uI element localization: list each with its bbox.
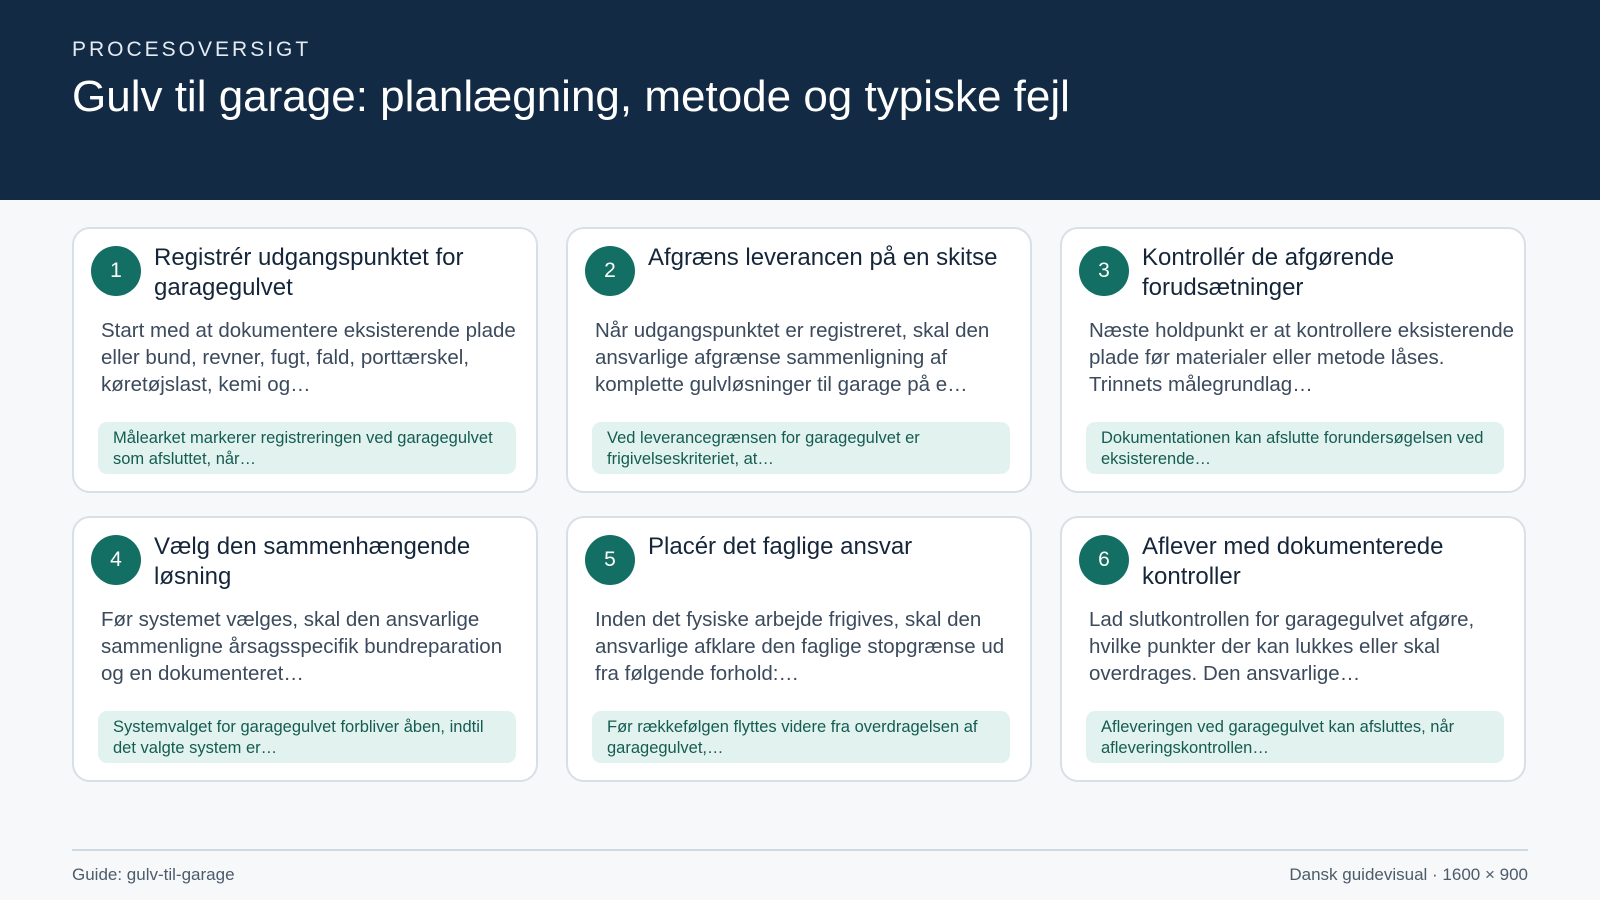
step-card-5 <box>566 516 1032 782</box>
step-note: Før rækkefølgen flyttes videre fra overdragelsen af garagegulvet,… <box>592 711 1010 763</box>
step-number-badge: 2 <box>585 246 635 296</box>
step-description: Lad slutkontrollen for garagegulvet afgøre, hvilke punkter der kan lukkes eller skal overdrages. Den ansvarlige… <box>1089 608 1475 685</box>
step-description: Inden det fysiske arbejde frigives, skal den ansvarlige afklare den faglige stopgrænse ud fra følgende forhold:… <box>595 608 1005 685</box>
step-grid <box>72 227 1526 782</box>
step-note: Systemvalget for garagegulvet forbliver åben, indtil det valgte system er… <box>98 711 516 763</box>
footer-divider <box>72 849 1528 851</box>
step-card-1 <box>72 227 538 493</box>
step-number-badge: 3 <box>1079 246 1129 296</box>
step-title: Kontrollér de afgørende forudsætninger <box>1142 244 1395 301</box>
step-title: Registrér udgangspunktet for garagegulvet <box>154 244 464 301</box>
step-title: Aflever med dokumenterede kontroller <box>1142 533 1444 590</box>
step-number-badge: 1 <box>91 246 141 296</box>
step-note: Målearket markerer registreringen ved garagegulvet som afsluttet, når… <box>98 422 516 474</box>
step-number-badge: 6 <box>1079 535 1129 585</box>
step-card-4 <box>72 516 538 782</box>
step-number-badge: 5 <box>585 535 635 585</box>
step-note: Afleveringen ved garagegulvet kan afsluttes, når afleveringskontrollen… <box>1086 711 1504 763</box>
step-description: Når udgangspunktet er registreret, skal den ansvarlige afgrænse sammenligning af komplette gulvløsninger til garage på e… <box>595 319 990 396</box>
step-title: Afgræns leverancen på en skitse <box>648 244 998 271</box>
eyebrow-label: PROCESOVERSIGT <box>72 38 312 61</box>
step-card-3 <box>1060 227 1526 493</box>
footer-format-label: Dansk guidevisual · 1600 × 900 <box>1289 865 1528 884</box>
step-title: Vælg den sammenhængende løsning <box>154 533 471 590</box>
footer-guide-label: Guide: gulv-til-garage <box>72 865 235 884</box>
step-description: Start med at dokumentere eksisterende plade eller bund, revner, fugt, fald, porttærskel, køretøjslast, kemi og… <box>101 319 516 396</box>
step-description: Før systemet vælges, skal den ansvarlige sammenligne årsagsspecifik bundreparation og en dokumenteret… <box>101 608 503 685</box>
step-number-badge: 4 <box>91 535 141 585</box>
step-note: Dokumentationen kan afslutte forundersøgelsen ved eksisterende… <box>1086 422 1504 474</box>
header-banner <box>0 0 1600 200</box>
step-title: Placér det faglige ansvar <box>648 533 913 560</box>
page-title: Gulv til garage: planlægning, metode og typiske fejl <box>72 72 1070 121</box>
step-card-2 <box>566 227 1032 493</box>
step-description: Næste holdpunkt er at kontrollere eksisterende plade før materialer eller metode låses. Trinnets målegrundlag… <box>1089 319 1515 396</box>
step-card-6 <box>1060 516 1526 782</box>
step-note: Ved leverancegrænsen for garagegulvet er frigivelseskriteriet, at… <box>592 422 1010 474</box>
